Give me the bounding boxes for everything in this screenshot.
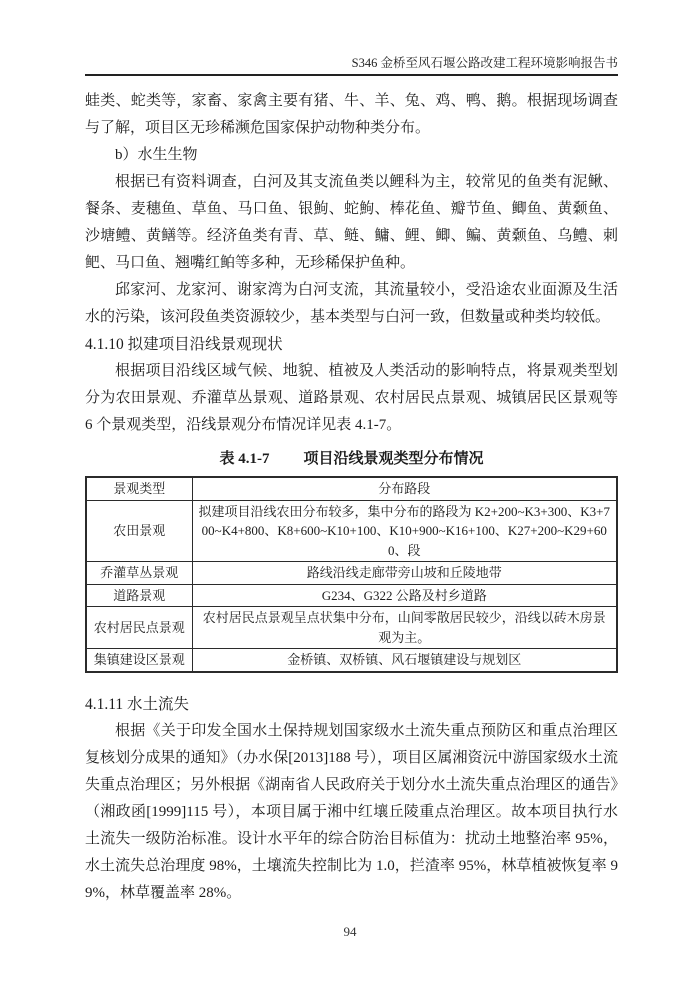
paragraph-landscape-types: 根据项目沿线区域气候、地貌、植被及人类活动的影响特点，将景观类型划分为农田景观、乔灌草丛景观、道路景观、农村居民点景观、城镇居民区景观等 6 个景观类型，沿线景观分布情况详见表 4.1-7。 — [85, 363, 618, 433]
table-header-row — [86, 477, 617, 500]
table-row — [86, 500, 617, 562]
cell-section: 拟建项目沿线农田分布较多，集中分布的路段为 K2+200~K3+300、K3+700~K4+800、K8+600~K10+100、K10+900~K16+100、K27+200~K29+600、段 — [192, 500, 617, 562]
table-row — [86, 607, 617, 649]
cell-section: 金桥镇、双桥镇、风石堰镇建设与规划区 — [192, 649, 617, 672]
page-number: 94 — [343, 924, 357, 939]
column-header-type: 景观类型 — [86, 477, 192, 500]
landscape-distribution-table — [85, 476, 618, 673]
column-header-section: 分布路段 — [192, 477, 617, 500]
section-gap — [85, 673, 618, 691]
table-caption-label: 表 4.1-7 — [219, 451, 270, 467]
table-caption-title: 项目沿线景观类型分布情况 — [303, 451, 484, 467]
cell-section: 路线沿线走廊带旁山坡和丘陵地带 — [192, 562, 617, 585]
cell-landscape-type: 乔灌草丛景观 — [86, 562, 192, 585]
subheading-aquatic-life: b）水生生物 — [115, 147, 198, 163]
cell-landscape-type: 农田景观 — [86, 500, 192, 562]
table-row — [86, 562, 617, 585]
header-rule — [85, 74, 618, 76]
paragraph-soil-erosion: 根据《关于印发全国水土保持规划国家级水土流失重点预防区和重点治理区复核划分成果的通知》（办水保[2013]188 号），项目区属湘资沅中游国家级水土流失重点治理区；另外根据《湖南省人民政府关于划分水土流失重点治理区的通告》（湘政函[1999]115 号），本项目属于湘中红壤丘陵重点治理区。故本项目执行水土流失一级防治标准。设计水平年的综合防治目标值为：扰动土地整治率 95%，水土流失总治理度 98%，土壤流失控制比为 1.0，拦渣率 95%，林草植被恢复率 99%，林草覆盖率 28%。 — [85, 722, 618, 901]
table-row — [86, 649, 617, 672]
cell-section: 农村居民点景观呈点状集中分布，山间零散居民较少，沿线以砖木房景观为主。 — [192, 607, 617, 649]
table-caption — [85, 446, 618, 473]
page-content — [85, 88, 618, 907]
cell-section: G234、G322 公路及村乡道路 — [192, 584, 617, 607]
paragraph-fish-species: 根据已有资料调查，白河及其支流鱼类以鲤科为主，较常见的鱼类有泥鳅、餐条、麦穗鱼、草鱼、马口鱼、银鮈、蛇鮈、棒花鱼、瓣节鱼、鲫鱼、黄颡鱼、沙塘鳢、黄鳝等。经济鱼类有青、草、鲢、鳙、鲤、鲫、鳊、黄颡鱼、乌鳢、刺鲃、马口鱼、翘嘴红鲌等多种，无珍稀保护鱼种。 — [85, 174, 618, 271]
cell-landscape-type: 农村居民点景观 — [86, 607, 192, 649]
cell-landscape-type: 集镇建设区景观 — [86, 649, 192, 672]
running-header: S346 金桥至风石堰公路改建工程环境影响报告书 — [351, 56, 618, 70]
paragraph-animals: 蛙类、蛇类等，家畜、家禽主要有猪、牛、羊、兔、鸡、鸭、鹅。根据现场调查与了解，项目区无珍稀濒危国家保护动物种类分布。 — [85, 93, 618, 136]
section-heading-4-1-11: 4.1.11 水土流失 — [85, 695, 190, 713]
cell-landscape-type: 道路景观 — [86, 584, 192, 607]
paragraph-tributaries: 邱家河、龙家河、谢家湾为白河支流，其流量较小，受沿途农业面源及生活水的污染，该河段鱼类资源较少，基本类型与白河一致，但数量或种类均较低。 — [85, 282, 618, 325]
section-heading-4-1-10: 4.1.10 拟建项目沿线景观现状 — [85, 336, 283, 353]
table-row — [86, 584, 617, 607]
